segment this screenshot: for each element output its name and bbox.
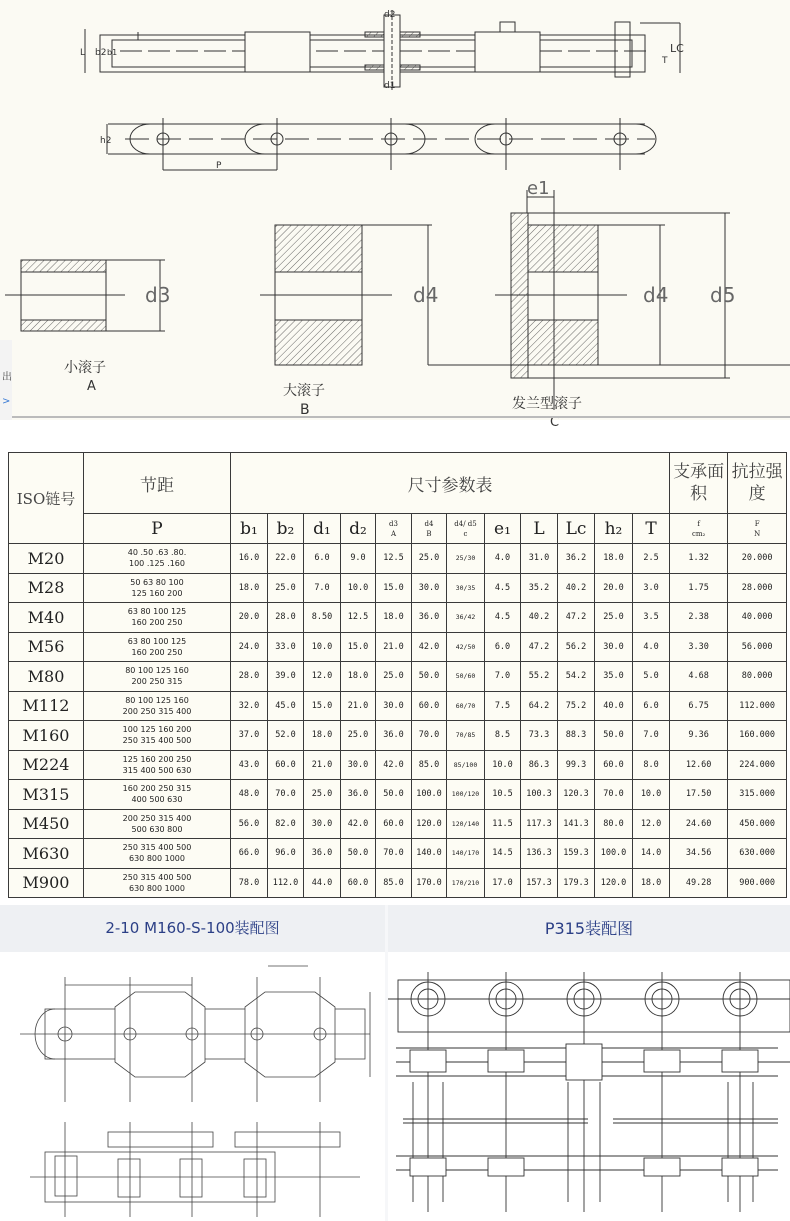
pitch-line: 50 63 80 100 [130,577,184,587]
value-cell: 7.0 [304,573,341,603]
value-cell: 9.0 [341,544,376,574]
pitch-line: 100 .125 .160 [129,559,185,569]
pitch-line: 200 250 315 [131,677,183,687]
value-cell: 8.0 [633,750,670,780]
column-header: b₂ [268,514,304,544]
value-cell: 36/42 [447,603,485,633]
label-T: T [662,56,668,66]
value-cell: 54.2 [558,662,595,692]
value-cell: 50.0 [341,839,376,869]
value-cell: 141.3 [558,809,595,839]
value-cell: 21.0 [304,750,341,780]
value-cell: 3.30 [670,632,728,662]
value-cell: 8.50 [304,603,341,633]
pitch-cell [84,573,231,603]
value-cell: 17.0 [485,868,521,898]
value-cell: 40.2 [521,603,558,633]
column-header-top: F [754,519,760,528]
pitch-line: 630 800 1000 [129,854,185,864]
value-cell: 4.5 [485,573,521,603]
value-cell: 16.0 [231,544,268,574]
value-cell: 11.5 [485,809,521,839]
value-cell: 60.0 [376,809,412,839]
value-cell: 49.28 [670,868,728,898]
value-cell: 17.50 [670,780,728,810]
value-cell: 30.0 [304,809,341,839]
table-row [9,603,787,633]
value-cell: 12.5 [341,603,376,633]
chain-number-cell: M900 [9,868,84,898]
value-cell: 10.0 [633,780,670,810]
column-header-unit: N [754,529,761,538]
column-header [376,514,412,544]
label-d1: d1 [384,81,396,91]
assembly-panel-left [0,905,385,1221]
value-cell: 100.0 [412,780,447,810]
value-cell: 100.0 [595,839,633,869]
roller-a-drawing [5,260,165,331]
value-cell: 120/140 [447,809,485,839]
value-cell: 170.0 [412,868,447,898]
value-cell: 32.0 [231,691,268,721]
roller-b-name: 大滚子 [283,383,325,399]
roller-a-name: 小滚子 [64,360,106,376]
value-cell: 44.0 [304,868,341,898]
pitch-line: 125 160 200 [131,588,183,598]
value-cell: 34.56 [670,839,728,869]
value-cell: 42.0 [376,750,412,780]
column-header: d₁ [304,514,341,544]
value-cell: 48.0 [231,780,268,810]
chain-side-view [107,118,656,170]
column-header: P [84,514,231,544]
value-cell: 36.0 [412,603,447,633]
value-cell: 42.0 [341,809,376,839]
column-header-top: d3 [389,519,398,528]
label-L: L [80,48,86,58]
value-cell: 22.0 [268,544,304,574]
value-cell: 6.0 [485,632,521,662]
chain-spec-table [8,452,787,898]
value-cell: 2.38 [670,603,728,633]
value-cell: 30/35 [447,573,485,603]
chain-number-cell: M40 [9,603,84,633]
value-cell: 159.3 [558,839,595,869]
value-cell: 60.0 [412,691,447,721]
table-row [9,691,787,721]
roller-c-name: 发兰型滚子 [512,396,582,412]
value-cell: 18.0 [595,544,633,574]
column-header-unit: A [390,529,397,538]
pitch-line: 63 80 100 125 [127,636,187,646]
value-cell: 117.3 [521,809,558,839]
header-strength: 抗拉强度 [728,453,787,514]
value-cell: 35.0 [595,662,633,692]
label-d4-c: d4 [643,283,669,307]
table-row [9,839,787,869]
value-cell: 136.3 [521,839,558,869]
value-cell: 70.0 [376,839,412,869]
value-cell: 50.0 [595,721,633,751]
value-cell: 1.32 [670,544,728,574]
value-cell: 10.0 [304,632,341,662]
value-cell: 120.3 [558,780,595,810]
value-cell: 66.0 [231,839,268,869]
value-cell: 1.75 [670,573,728,603]
pitch-line: 160 200 250 [131,647,183,657]
value-cell: 21.0 [376,632,412,662]
value-cell: 42.0 [412,632,447,662]
value-cell: 4.68 [670,662,728,692]
column-header [447,514,485,544]
chain-number-cell: M112 [9,691,84,721]
value-cell: 224.000 [728,750,787,780]
value-cell: 18.0 [633,868,670,898]
value-cell: 60/70 [447,691,485,721]
assembly-panel-right [388,905,790,1221]
value-cell: 10.5 [485,780,521,810]
value-cell: 9.36 [670,721,728,751]
value-cell: 170/210 [447,868,485,898]
value-cell: 18.0 [304,721,341,751]
chain-top-view [85,10,680,90]
column-header-top: d4 [424,519,434,528]
value-cell: 4.0 [485,544,521,574]
side-strip-char: 出 [2,372,12,383]
value-cell: 100/120 [447,780,485,810]
value-cell: 25.0 [412,544,447,574]
value-cell: 70/85 [447,721,485,751]
label-LC: LC [670,42,684,55]
m160-assembly-drawing [0,952,385,1221]
value-cell: 40.0 [595,691,633,721]
value-cell: 36.0 [376,721,412,751]
value-cell: 36.0 [304,839,341,869]
value-cell: 70.0 [268,780,304,810]
header-iso: ISO链号 [9,453,84,544]
pitch-line: 160 200 250 [131,618,183,628]
pitch-line: 250 315 400 500 [122,843,192,853]
label-b2: b2 [95,48,107,58]
value-cell: 8.5 [485,721,521,751]
value-cell: 70.0 [412,721,447,751]
value-cell: 15.0 [341,632,376,662]
column-header: L [521,514,558,544]
value-cell: 55.2 [521,662,558,692]
table-row [9,544,787,574]
value-cell: 56.2 [558,632,595,662]
roller-b-drawing [260,225,432,365]
column-header-unit: cm₂ [691,529,706,538]
value-cell: 42/50 [447,632,485,662]
value-cell: 157.3 [521,868,558,898]
value-cell: 20.000 [728,544,787,574]
pitch-line: 630 800 1000 [129,883,185,893]
chain-number-cell: M80 [9,662,84,692]
table-row [9,868,787,898]
table-row [9,780,787,810]
table-row [9,721,787,751]
value-cell: 4.5 [485,603,521,633]
header-area: 支承面积 [670,453,728,514]
value-cell: 4.0 [633,632,670,662]
pitch-line: 100 125 160 200 [122,725,192,735]
value-cell: 85.0 [376,868,412,898]
side-strip [0,340,12,420]
value-cell: 52.0 [268,721,304,751]
value-cell: 630.000 [728,839,787,869]
value-cell: 30.0 [376,691,412,721]
value-cell: 112.000 [728,691,787,721]
value-cell: 36.0 [341,780,376,810]
value-cell: 5.0 [633,662,670,692]
value-cell: 900.000 [728,868,787,898]
column-header: T [633,514,670,544]
value-cell: 50.0 [412,662,447,692]
pitch-cell [84,809,231,839]
column-header: d₂ [341,514,376,544]
value-cell: 31.0 [521,544,558,574]
value-cell: 140/170 [447,839,485,869]
pitch-line: 250 315 400 500 [122,736,192,746]
value-cell: 18.0 [376,603,412,633]
value-cell: 88.3 [558,721,595,751]
value-cell: 50/60 [447,662,485,692]
chain-drawing-area [0,0,790,430]
roller-c-type: C [550,415,560,430]
assembly-section [0,905,790,1221]
pitch-cell [84,544,231,574]
value-cell: 25.0 [304,780,341,810]
value-cell: 12.0 [304,662,341,692]
value-cell: 56.0 [231,809,268,839]
value-cell: 82.0 [268,809,304,839]
value-cell: 14.5 [485,839,521,869]
value-cell: 47.2 [558,603,595,633]
value-cell: 12.60 [670,750,728,780]
column-header-top: f [697,519,700,528]
value-cell: 73.3 [521,721,558,751]
pitch-cell [84,839,231,869]
value-cell: 40.000 [728,603,787,633]
value-cell: 12.0 [633,809,670,839]
value-cell: 7.0 [485,662,521,692]
column-header: e₁ [485,514,521,544]
p315-assembly-drawing [388,952,790,1221]
value-cell: 14.0 [633,839,670,869]
value-cell: 25/30 [447,544,485,574]
table-row [9,632,787,662]
column-header-top: d4/ d5 [454,519,477,528]
pitch-line: 500 630 800 [131,824,183,834]
label-d5: d5 [710,283,736,307]
table-row [9,573,787,603]
value-cell: 36.2 [558,544,595,574]
pitch-cell [84,603,231,633]
value-cell: 20.0 [595,573,633,603]
column-header [670,514,728,544]
value-cell: 35.2 [521,573,558,603]
pitch-line: 200 250 315 400 [122,706,192,716]
assembly-title-right: P315装配图 [388,905,790,952]
value-cell: 100.3 [521,780,558,810]
pitch-line: 125 160 200 250 [122,754,192,764]
value-cell: 6.75 [670,691,728,721]
value-cell: 24.0 [231,632,268,662]
value-cell: 30.0 [341,750,376,780]
chain-number-cell: M160 [9,721,84,751]
value-cell: 140.0 [412,839,447,869]
value-cell: 80.0 [595,809,633,839]
value-cell: 60.0 [595,750,633,780]
value-cell: 37.0 [231,721,268,751]
chain-number-cell: M28 [9,573,84,603]
column-header-unit: c [463,529,468,538]
chain-number-cell: M20 [9,544,84,574]
label-e1: e1 [527,178,550,199]
value-cell: 7.5 [485,691,521,721]
pitch-line: 400 500 630 [131,795,183,805]
pitch-cell [84,750,231,780]
chain-number-cell: M56 [9,632,84,662]
value-cell: 15.0 [376,573,412,603]
value-cell: 112.0 [268,868,304,898]
table-row [9,662,787,692]
column-header [412,514,447,544]
value-cell: 20.0 [231,603,268,633]
value-cell: 28.000 [728,573,787,603]
chain-number-cell: M224 [9,750,84,780]
pitch-line: 63 80 100 125 [127,607,187,617]
value-cell: 47.2 [521,632,558,662]
value-cell: 85.0 [412,750,447,780]
value-cell: 6.0 [304,544,341,574]
header-dims: 尺寸参数表 [231,453,670,514]
value-cell: 315.000 [728,780,787,810]
value-cell: 12.5 [376,544,412,574]
value-cell: 99.3 [558,750,595,780]
pitch-line: 250 315 400 500 [122,872,192,882]
pitch-line: 80 100 125 160 [125,666,189,676]
value-cell: 28.0 [268,603,304,633]
value-cell: 56.000 [728,632,787,662]
value-cell: 75.2 [558,691,595,721]
value-cell: 30.0 [595,632,633,662]
value-cell: 40.2 [558,573,595,603]
value-cell: 60.0 [268,750,304,780]
pitch-line: 40 .50 .63 .80. [127,548,187,558]
value-cell: 25.0 [595,603,633,633]
chain-number-cell: M630 [9,839,84,869]
value-cell: 120.0 [595,868,633,898]
pitch-line: 80 100 125 160 [125,695,189,705]
pitch-line: 315 400 500 630 [122,765,192,775]
value-cell: 2.5 [633,544,670,574]
value-cell: 43.0 [231,750,268,780]
value-cell: 70.0 [595,780,633,810]
pitch-cell [84,632,231,662]
value-cell: 25.0 [268,573,304,603]
roller-c-drawing [428,190,790,410]
value-cell: 6.0 [633,691,670,721]
roller-a-type: A [87,379,96,394]
value-cell: 7.0 [633,721,670,751]
label-h2: h2 [100,136,112,146]
pitch-cell [84,780,231,810]
column-header [728,514,787,544]
value-cell: 33.0 [268,632,304,662]
value-cell: 64.2 [521,691,558,721]
value-cell: 96.0 [268,839,304,869]
value-cell: 28.0 [231,662,268,692]
label-b1: b1 [107,48,118,57]
value-cell: 21.0 [341,691,376,721]
table-row [9,750,787,780]
column-header: Lc [558,514,595,544]
value-cell: 3.5 [633,603,670,633]
pitch-line: 160 200 250 315 [122,784,192,794]
pitch-cell [84,691,231,721]
header-pitch: 节距 [84,453,231,514]
value-cell: 39.0 [268,662,304,692]
value-cell: 450.000 [728,809,787,839]
side-strip-arrow[interactable]: > [2,396,11,407]
label-d3: d3 [145,283,171,307]
value-cell: 3.0 [633,573,670,603]
value-cell: 60.0 [341,868,376,898]
label-P: P [216,161,222,171]
chain-number-cell: M450 [9,809,84,839]
label-d4-b: d4 [413,283,439,307]
assembly-title-left: 2-10 M160-S-100装配图 [0,905,385,952]
value-cell: 85/100 [447,750,485,780]
chain-spec-table-wrap [8,452,786,898]
pitch-line: 200 250 315 400 [122,813,192,823]
value-cell: 50.0 [376,780,412,810]
value-cell: 179.3 [558,868,595,898]
value-cell: 80.000 [728,662,787,692]
value-cell: 10.0 [485,750,521,780]
value-cell: 15.0 [304,691,341,721]
column-header-unit: B [426,529,432,538]
value-cell: 25.0 [341,721,376,751]
column-header: b₁ [231,514,268,544]
chain-technical-drawing [0,0,790,430]
roller-b-type: B [300,402,310,418]
pitch-cell [84,662,231,692]
label-d2: d2 [384,10,396,20]
value-cell: 86.3 [521,750,558,780]
table-row [9,809,787,839]
pitch-cell [84,721,231,751]
value-cell: 30.0 [412,573,447,603]
chain-number-cell: M315 [9,780,84,810]
value-cell: 18.0 [341,662,376,692]
value-cell: 160.000 [728,721,787,751]
value-cell: 45.0 [268,691,304,721]
value-cell: 25.0 [376,662,412,692]
value-cell: 10.0 [341,573,376,603]
pitch-cell [84,868,231,898]
value-cell: 120.0 [412,809,447,839]
column-header: h₂ [595,514,633,544]
value-cell: 78.0 [231,868,268,898]
value-cell: 18.0 [231,573,268,603]
value-cell: 24.60 [670,809,728,839]
